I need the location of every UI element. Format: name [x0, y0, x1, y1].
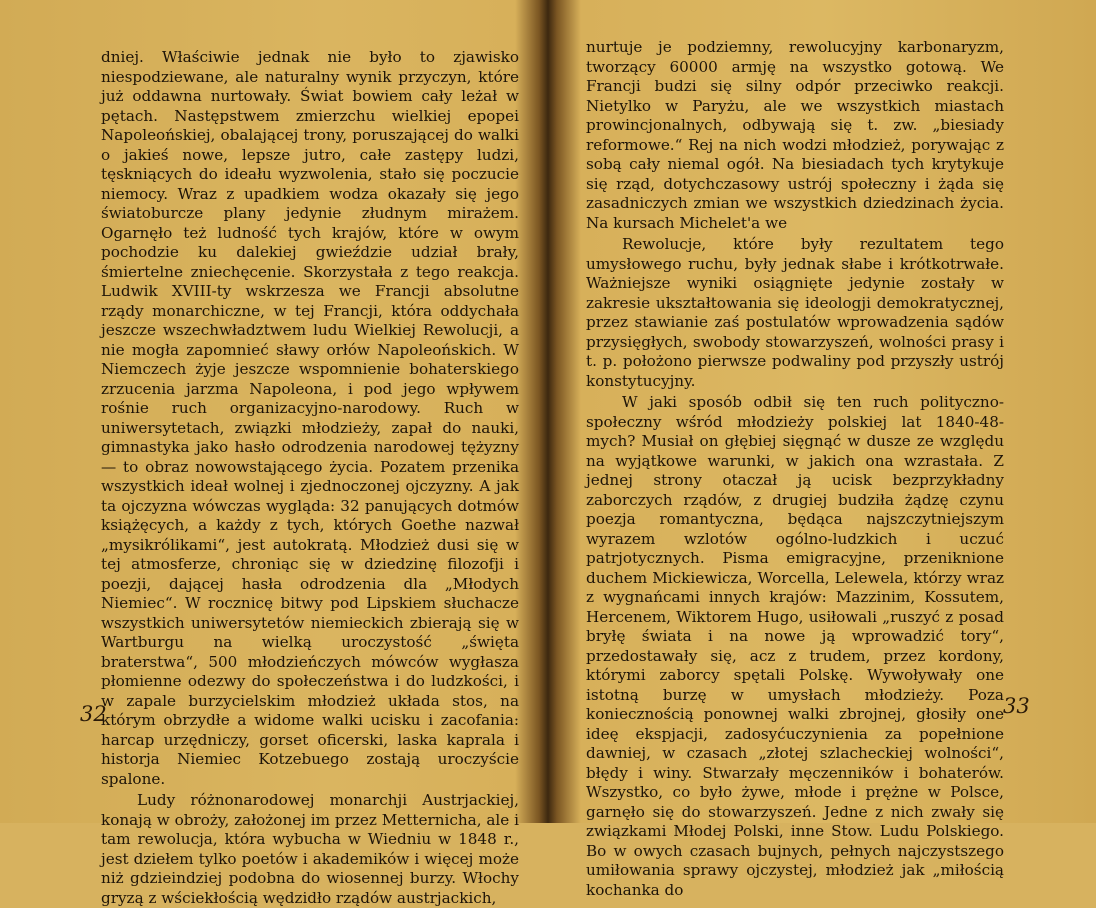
page-number-right: 33	[1003, 694, 1030, 718]
page-number-left: 32	[80, 702, 107, 726]
paragraph: W jaki sposób odbił się ten ruch polityczno-społeczny wśród młodzieży polskiej lat 1840-48-mych? Musiał on głębiej sięgnąć w dusze ze względu na wyjątkowe warunki, w jakich ona wzrastała. Z jednej strony otaczał ją ucisk bezprzykładny zaborczych rządów, z drugiej budziła żądzę czynu poezja romantyczna, będąca najszczytniejszym wyrazem wzlotów ogólno-ludzkich i uczuć patrjotycznych. Pisma emigracyjne, przeniknione duchem Mickiewicza, Worcella, Lelewela, którzy wraz z wygnańcami innych krajów: Mazzinim, Kossutem, Hercenem, Wiktorem Hugo, usiłowali „ruszyć z posad bryłę świata i na nowe ją wprowadzić tory“, przedostawały się, acz z trudem, przez kordony, którymi zaborcy spętali Polskę. Wywoływały one istotną burzę w umysłach młodzieży. Poza koniecznością ponownej walki zbrojnej, głosiły one ideę ekspjacji, zadosyćuczynienia za popełnione dawniej, w czasach „złotej szlacheckiej wolności“, błędy i winy. Stwarzały męczenników i bohaterów. Wszystko, co było żywe, młode i prężne w Polsce, garnęło się do stowarzyszeń. Jedne z nich zwały się związkami Młodej Polski, inne Stow. Ludu Polskiego. Bo w owych czasach bujnych, pełnych najczystszego umiłowania sprawy ojczystej, młodzież jak „miłością kochanka do	[586, 393, 1004, 899]
paragraph: nurtuje je podziemny, rewolucyjny karbonaryzm, tworzący 60000 armję na wszystko gotową. We Francji budzi się silny odpór przeciwko reakcji. Nietylko w Paryżu, ale we wszystkich miastach prowincjonalnych, odbywają się t. zw. „biesiady reformowe.“ Rej na nich wodzi młodzież, porywając z sobą cały niemal ogół. Na biesiadach tych krytykuje się rząd, dotychczasowy ustrój społeczny i żąda się zasadniczych zmian we wszystkich dziedzinach życia. Na kursach Michelet'a we	[586, 38, 1004, 232]
right-page	[548, 0, 1096, 899]
left-page	[0, 0, 548, 907]
paragraph: Ludy różnonarodowej monarchji Austrjackiej, konają w obroży, założonej im przez Metternicha, ale i tam rewolucja, która wybucha w Wiedniu w 1848 r., jest dziełem tylko poetów i akademików i więcej może niż gdzieindziej podobna do wiosennej burzy. Włochy gryzą z wściekłością wędzidło rządów austrjackich,	[101, 791, 519, 907]
right-page-text	[586, 38, 1004, 900]
paragraph: Rewolucje, które były rezultatem tego umysłowego ruchu, były jednak słabe i krótkotrwałe. Ważniejsze wyniki osiągnięte jedynie zostały w zakresie ukształtowania się ideologji demokratycznej, przez stawianie zaś postulatów wprowadzenia sądów przysięgłych, swobody stowarzyszeń, wolności prasy i t. p. położono pierwsze podwaliny pod przyszły ustrój konstytucyjny.	[586, 235, 1004, 390]
left-page-text	[101, 48, 519, 908]
paragraph: dniej. Właściwie jednak nie było to zjawisko niespodziewane, ale naturalny wynik przyczyn, które już oddawna nurtowały. Świat bowiem cały leżał w pętach. Następstwem zmierzchu wielkiej epopei Napoleońskiej, obalającej trony, poruszającej do walki o jakieś nowe, lepsze jutro, całe zastępy ludzi, tęskniących do ideału wyzwolenia, stało się poczucie niemocy. Wraz z upadkiem wodza okazały się jego światoburcze plany jedynie złudnym mirażem. Ogarnęło też ludność tych krajów, które w owym pochodzie ku dalekiej gwieździe udział brały, śmiertelne zniechęcenie. Skorzystała z tego reakcja. Ludwik XVIII-ty wskrzesza we Francji absolutne rządy monarchiczne, w tej Francji, która oddychała jeszcze wszechwładztwem ludu Wielkiej Rewolucji, a nie mogła zapomnieć sławy orłów Napoleońskich. W Niemczech żyje jeszcze wspomnienie bohaterskiego zrzucenia jarzma Napoleona, i pod jego wpływem rośnie ruch organizacyjno-narodowy. Ruch w uniwersytetach, związki młodzieży, zapał do nauki, gimnastyka jako hasło odrodzenia narodowej tężyzny— to obraz nowowstającego życia. Pozatem przenika wszystkich ideał wolnej i zjednoczonej ojczyzny. A jak ta ojczyzna wówczas wygląda: 32 panujących dotmów książęcych, a każdy z tych, których Goethe nazwał „mysikrólikami“, jest autokratą. Młodzież dusi się w tej atmosferze, chroniąc się w dziedzinę filozofji i poezji, dającej hasła odrodzenia dla „Młodych Niemiec“. W rocznicę bitwy pod Lipskiem słuchacze wszystkich uniwersytetów niemieckich zbierają się w Wartburgu na wielką uroczystość „święta braterstwa“, 500 młodzieńczych mówców wygłasza płomienne odezwy do społeczeństwa i do ludzkości, i w zapale burzycielskim młodzież układa stos, na którym obrzydłe a widome walki ucisku i zacofania: harcap urzędniczy, gorset oficerski, laska kaprala i historja Niemiec Kotzebuego zostają uroczyście spalone.	[101, 48, 519, 788]
